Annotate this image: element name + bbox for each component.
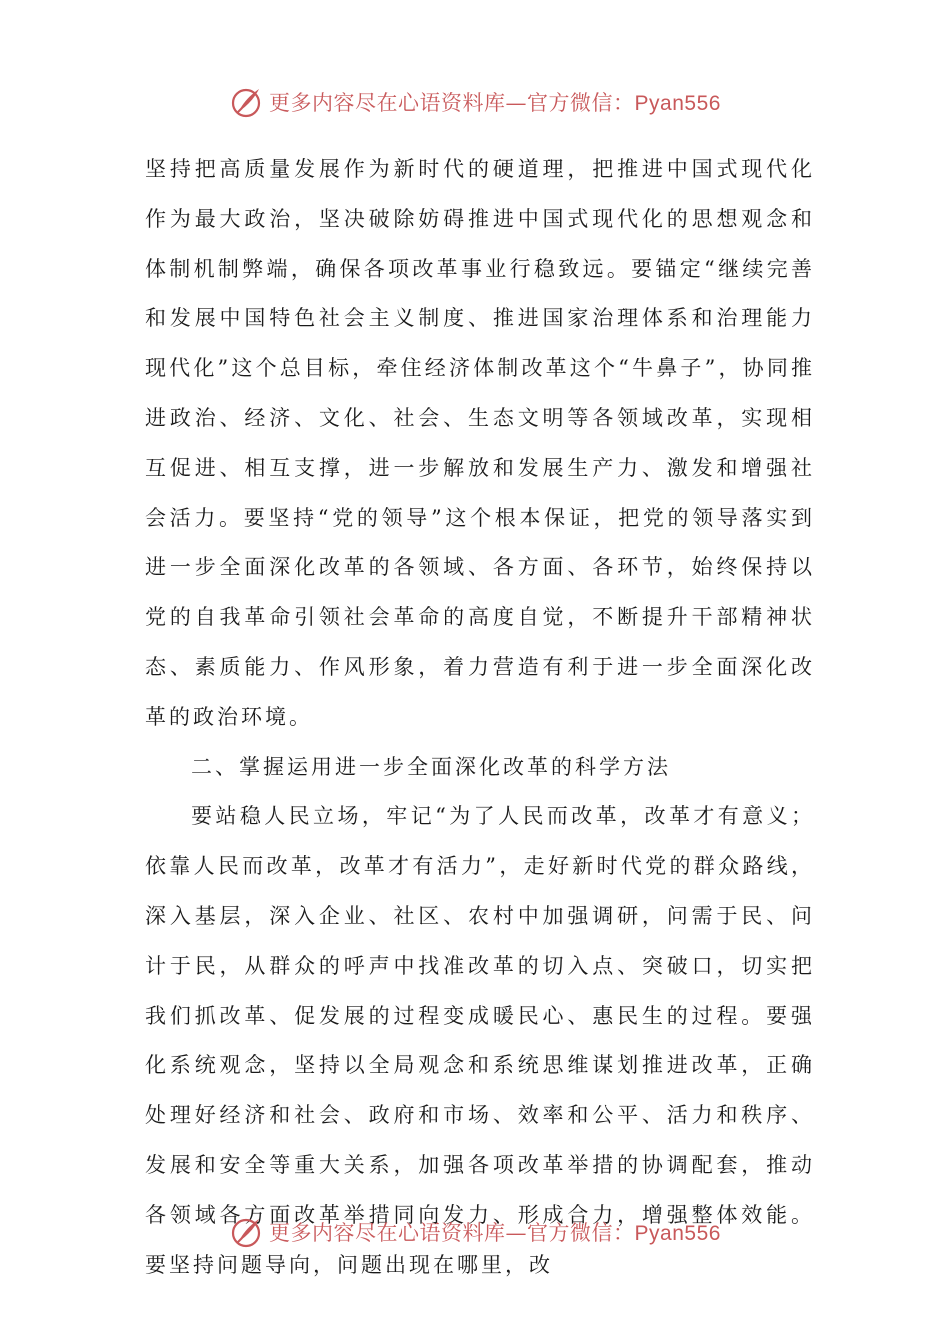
header-watermark-banner <box>0 82 950 122</box>
body-paragraph: 要站稳人民立场，牢记“为了人民而改革，改革才有意义；依靠人民而改革，改革才有活力”，走好新时代党的群众路线，深入基层，深入企业、社区、农村中加强调研，问需于民、问计于民，从群众的呼声中找准改革的切入点、突破口，切实把我们抓改革、促发展的过程变成暖民心、惠民生的过程。要强化系统观念，坚持以全局观念和系统思维谋划推进改革，正确处理好经济和社会、政府和市场、效率和公平、活力和秩序、发展和安全等重大关系，加强各项改革举措的协调配套，推动各领域各方面改革举措同向发力、形成合力，增强整体效能。要坚持问题导向，问题出现在哪里，改 <box>145 804 815 1277</box>
watermark-text: 更多内容尽在心语资料库—官方微信：Pyan556 <box>269 1221 721 1245</box>
body-paragraph: 坚持把高质量发展作为新时代的硬道理，把推进中国式现代化作为最大政治，坚决破除妨碍推进中国式现代化的思想观念和体制机制弊端，确保各项改革事业行稳致远。要锚定“继续完善和发展中国特色社会主义制度、推进国家治理体系和治理能力现代化”这个总目标，牵住经济体制改革这个“牛鼻子”，协同推进政治、经济、文化、社会、生态文明等各领域改革，实现相互促进、相互支撑，进一步解放和发展生产力、激发和增强社会活力。要坚持“党的领导”这个根本保证，把党的领导落实到进一步全面深化改革的各领域、各方面、各环节，始终保持以党的自我革命引领社会革命的高度自觉，不断提升干部精神状态、素质能力、作风形象，着力营造有利于进一步全面深化改革的政治环境。 <box>145 157 815 729</box>
section-heading: 二、掌握运用进一步全面深化改革的科学方法 <box>191 754 671 779</box>
quill-logo-icon <box>229 1215 263 1249</box>
document-body <box>145 145 815 1290</box>
quill-logo-icon <box>229 85 263 119</box>
footer-watermark-banner <box>0 1212 950 1252</box>
watermark-text: 更多内容尽在心语资料库—官方微信：Pyan556 <box>269 91 721 115</box>
